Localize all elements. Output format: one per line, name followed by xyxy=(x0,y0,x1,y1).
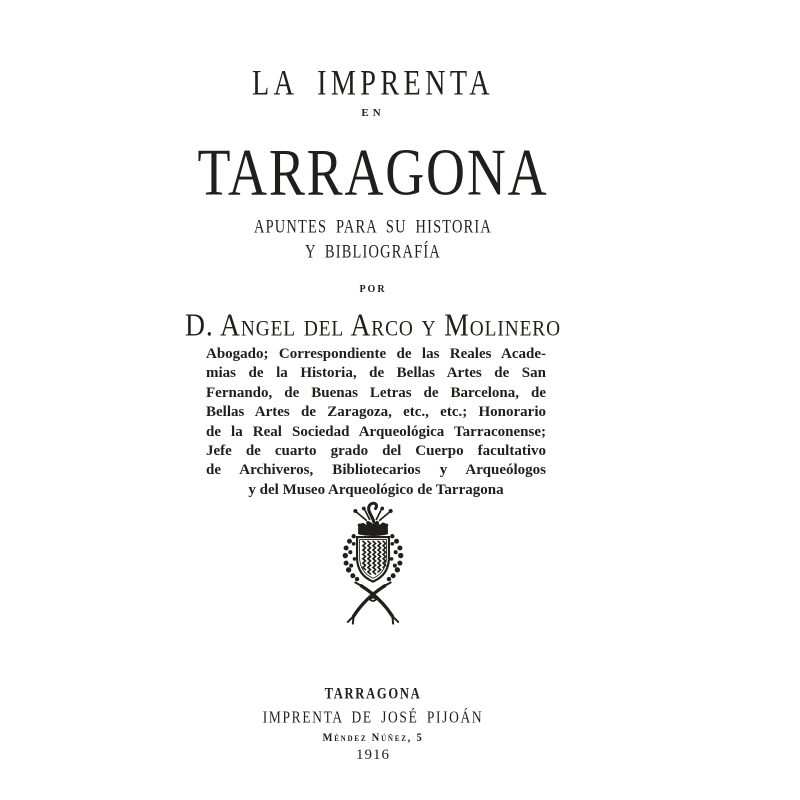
credentials-line: Jefe de cuarto grado del Cuerpo facultativo xyxy=(206,443,546,460)
crest-crown xyxy=(359,523,388,536)
credentials-line: y del Museo Arqueológico de Tarragona xyxy=(248,481,504,498)
author-credentials xyxy=(206,345,546,500)
credentials-line: Fernando, de Buenas Letras de Barcelona, de xyxy=(206,384,546,401)
book-title-main: TARRAGONA xyxy=(197,135,549,210)
imprint-year: 1916 xyxy=(356,747,390,763)
credentials-line: Abogado; Correspondiente de las Reales Acade- xyxy=(206,346,546,362)
tarragona-coat-of-arms-icon xyxy=(331,501,415,637)
imprint-city: TARRAGONA xyxy=(324,686,422,703)
imprint-printer: IMPRENTA DE JOSÉ PIJOÁN xyxy=(262,709,484,727)
credentials-line: Bellas Artes de Zaragoza, etc., etc.; Honorario xyxy=(206,404,546,421)
subtitle-line2: Y BIBLIOGRAFÍA xyxy=(305,240,441,262)
author-name: D. Angel del Arco y Molinero xyxy=(185,308,561,343)
book-title-line1: LA IMPRENTA xyxy=(252,62,494,103)
credentials-line: de la Real Sociedad Arqueológica Tarraconense; xyxy=(206,423,546,440)
credentials-line: de Archiveros, Bibliotecarios y Arqueólogos xyxy=(206,462,546,479)
subtitle-line1: APUNTES PARA SU HISTORIA xyxy=(253,215,493,237)
book-title-connector: EN xyxy=(361,107,385,119)
byline-label: POR xyxy=(359,284,387,295)
imprint-address: Méndez Núñez, 5 xyxy=(322,730,424,744)
credentials-line: mias de la Historia, de Bellas Artes de San xyxy=(206,365,546,382)
